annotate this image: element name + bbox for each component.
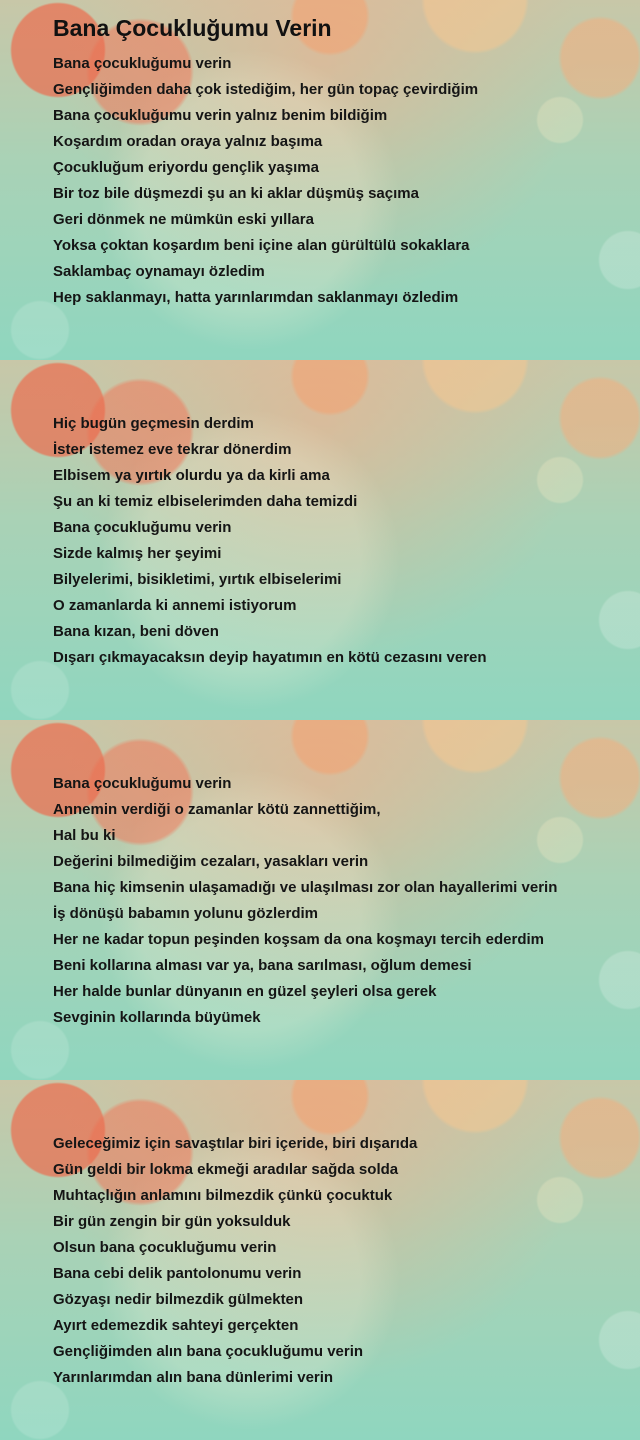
- poem-panel-3: [0, 720, 640, 1080]
- poem-line: Yoksa çoktan koşardım beni içine alan gürültülü sokaklara: [53, 237, 470, 254]
- poem-line: Muhtaçlığın anlamını bilmezdik çünkü çocuktuk: [53, 1187, 393, 1204]
- poem-line: Beni kollarına alması var ya, bana sarılması, oğlum demesi: [53, 957, 472, 974]
- poem-line: Sevginin kollarında büyümek: [53, 1009, 261, 1026]
- stanza-2: [53, 411, 487, 671]
- poem-line: Saklambaç oynamayı özledim: [53, 263, 265, 280]
- poem-line: Annemin verdiği o zamanlar kötü zannettiğim,: [53, 801, 381, 818]
- poem-line: Bir gün zengin bir gün yoksulduk: [53, 1213, 291, 1230]
- poem-line: Geleceğimiz için savaştılar biri içeride, biri dışarıda: [53, 1135, 418, 1152]
- poem-line: Değerini bilmediğim cezaları, yasakları verin: [53, 853, 369, 870]
- poem-line: Gözyaşı nedir bilmezdik gülmekten: [53, 1291, 304, 1308]
- poem-title: Bana Çocukluğumu Verin: [53, 15, 332, 41]
- poem-line: Bana çocukluğumu verin: [53, 775, 232, 792]
- poem-line: Dışarı çıkmayacaksın deyip hayatımın en kötü cezasını veren: [53, 649, 487, 666]
- poem-panel-4: [0, 1080, 640, 1440]
- poem-line: Bana çocukluğumu verin: [53, 55, 232, 72]
- poem-line: Geri dönmek ne mümkün eski yıllara: [53, 211, 314, 228]
- poem-line: O zamanlarda ki annemi istiyorum: [53, 597, 297, 614]
- poem-line: Her halde bunlar dünyanın en güzel şeyleri olsa gerek: [53, 983, 437, 1000]
- poem-line: Çocukluğum eriyordu gençlik yaşıma: [53, 159, 319, 176]
- poem-line: Koşardım oradan oraya yalnız başıma: [53, 133, 323, 150]
- poem-line: Bana çocukluğumu verin yalnız benim bildiğim: [53, 107, 388, 124]
- poem-line: Gençliğimden alın bana çocukluğumu verin: [53, 1343, 364, 1360]
- poem-line: İş dönüşü babamın yolunu gözlerdim: [53, 905, 319, 922]
- poem-line: Olsun bana çocukluğumu verin: [53, 1239, 277, 1256]
- poem-panel-1: [0, 0, 640, 360]
- stanza-3: [53, 771, 557, 1031]
- poem-line: Bana hiç kimsenin ulaşamadığı ve ulaşılması zor olan hayallerimi verin: [53, 879, 558, 896]
- poem-line: Gençliğimden daha çok istediğim, her gün topaç çevirdiğim: [53, 81, 479, 98]
- poem-line: Yarınlarımdan alın bana dünlerimi verin: [53, 1369, 334, 1386]
- poem-line: Gün geldi bir lokma ekmeği aradılar sağda solda: [53, 1161, 399, 1178]
- poem-line: Bana kızan, beni döven: [53, 623, 219, 640]
- poem-line: Her ne kadar topun peşinden koşsam da ona koşmayı tercih ederdim: [53, 931, 544, 948]
- poem-line: Şu an ki temiz elbiselerimden daha temizdi: [53, 493, 358, 510]
- stanza-4: [53, 1131, 417, 1391]
- poem-line: Hal bu ki: [53, 827, 116, 844]
- poem-line: Bana cebi delik pantolonumu verin: [53, 1265, 302, 1282]
- poem-line: Bilyelerimi, bisikletimi, yırtık elbiselerimi: [53, 571, 342, 588]
- poem-line: Bir toz bile düşmezdi şu an ki aklar düşmüş saçıma: [53, 185, 419, 202]
- poem-line: Elbisem ya yırtık olurdu ya da kirli ama: [53, 467, 330, 484]
- poem-line: Bana çocukluğumu verin: [53, 519, 232, 536]
- poem-line: Ayırt edemezdik sahteyi gerçekten: [53, 1317, 299, 1334]
- poem-line: Hep saklanmayı, hatta yarınlarımdan saklanmayı özledim: [53, 289, 459, 306]
- poem-line: İster istemez eve tekrar dönerdim: [53, 441, 292, 458]
- poem-line: Sizde kalmış her şeyimi: [53, 545, 222, 562]
- poem-panel-2: [0, 360, 640, 720]
- poem-line: Hiç bugün geçmesin derdim: [53, 415, 254, 432]
- stanza-1: [53, 51, 478, 311]
